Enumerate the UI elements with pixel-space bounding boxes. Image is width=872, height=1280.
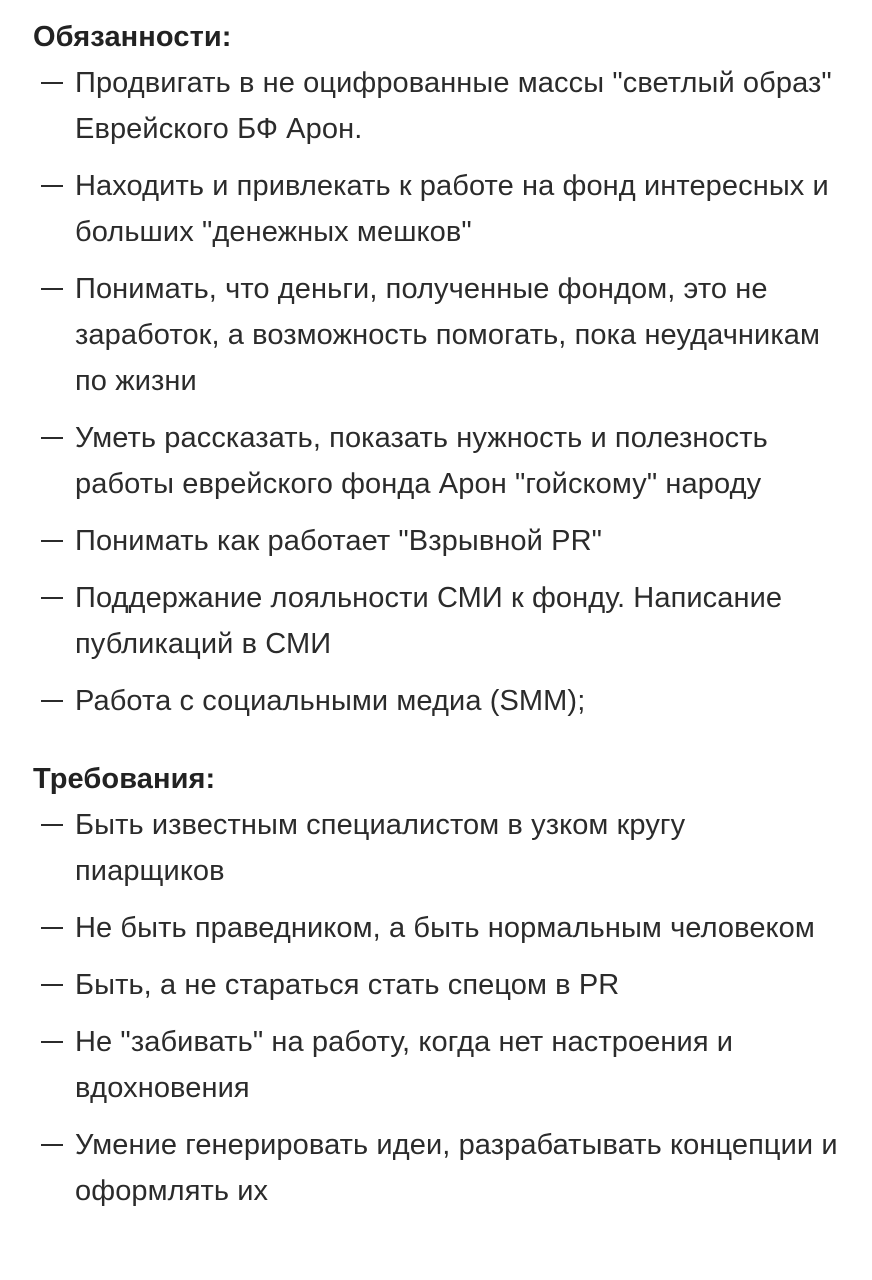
list-item xyxy=(33,905,842,951)
list-item xyxy=(33,518,842,564)
list-item xyxy=(33,962,842,1008)
section-heading-duties: Обязанности: xyxy=(33,21,232,53)
list-item-text: Находить и привлекать к работе на фонд интересных и больших "денежных мешков" xyxy=(75,170,829,248)
list-item-text: Не быть праведником, а быть нормальным человеком xyxy=(75,912,815,944)
section-duties xyxy=(33,14,842,724)
section-heading-requirements: Требования: xyxy=(33,763,216,795)
list-item-text: Уметь рассказать, показать нужность и полезность работы еврейского фонда Арон "гойскому" народу xyxy=(75,422,768,500)
list-item-text: Работа с социальными медиа (SMM); xyxy=(75,685,586,717)
section-requirements xyxy=(33,756,842,1214)
list-item xyxy=(33,163,842,255)
list-item-text: Не "забивать" на работу, когда нет настроения и вдохновения xyxy=(75,1026,734,1104)
list-item-text: Быть известным специалистом в узком кругу пиарщиков xyxy=(75,809,686,887)
list-item-text: Поддержание лояльности СМИ к фонду. Написание публикаций в СМИ xyxy=(75,582,783,660)
list-item xyxy=(33,1122,842,1214)
duties-list xyxy=(33,60,842,724)
list-item xyxy=(33,415,842,507)
list-item xyxy=(33,575,842,667)
list-item-text: Продвигать в не оцифрованные массы "светлый образ" Еврейского БФ Арон. xyxy=(75,67,832,145)
list-item-text: Понимать как работает "Взрывной PR" xyxy=(75,525,603,557)
requirements-list xyxy=(33,802,842,1214)
list-item xyxy=(33,802,842,894)
list-item xyxy=(33,678,842,724)
list-item-text: Понимать, что деньги, полученные фондом, это не заработок, а возможность помогать, пока неудачникам по жизни xyxy=(75,273,821,397)
list-item xyxy=(33,60,842,152)
list-item-text: Умение генерировать идеи, разрабатывать концепции и оформлять их xyxy=(75,1129,838,1207)
list-item-text: Быть, а не стараться стать спецом в PR xyxy=(75,969,620,1001)
list-item xyxy=(33,266,842,404)
list-item xyxy=(33,1019,842,1111)
